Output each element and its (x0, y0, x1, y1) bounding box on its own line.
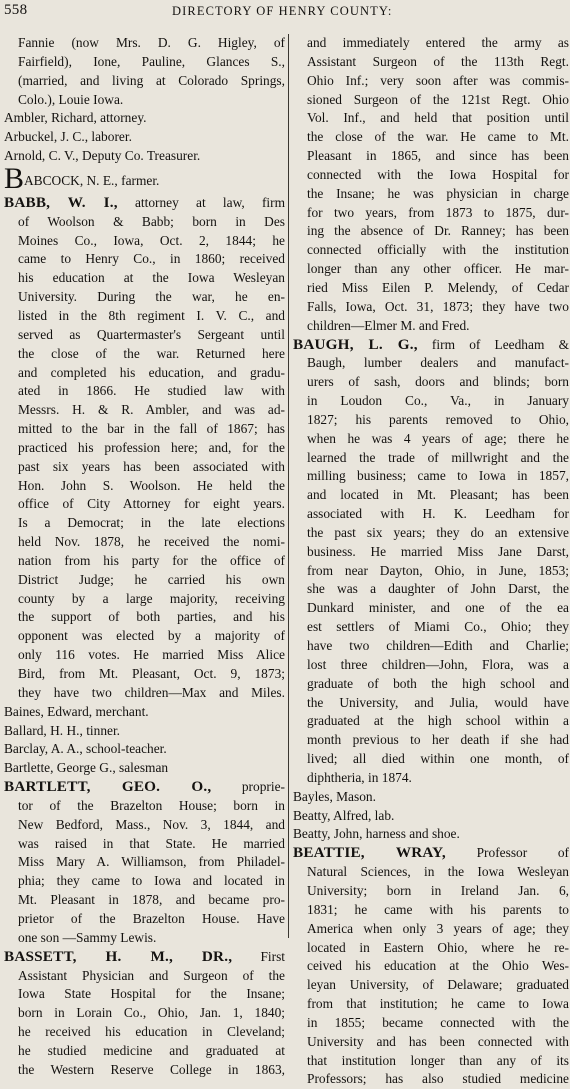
text-line: have two children—Edith and Charlie; (307, 638, 569, 653)
directory-entry: Ballard, H. H., tinner. (4, 722, 121, 738)
text-line: nation from his party for the office of (18, 552, 285, 568)
text-line: University. During the war, he en- (18, 289, 285, 305)
text-line: Assistant Physician and Surgeon of the (18, 967, 285, 983)
text-line: milling business; came to Iowa in 1857, (307, 468, 569, 484)
text-line: served as Quartermaster's Sergeant until (18, 326, 285, 342)
biography-heading (4, 778, 285, 797)
text-line: and located in Mt. Pleasant; has been (307, 487, 569, 503)
text-line: Natural Sciences, in the Iowa Wesleyan (307, 864, 569, 880)
text-line: (married, and living at Colorado Springs, (18, 72, 285, 88)
text-line: opponent was elected by a majority of (18, 628, 285, 644)
text-line: Bird, from Mt. Pleasant, Oct. 9, 1873; (18, 666, 285, 681)
entry-name: BEATTIE, WRAY, (293, 844, 446, 862)
text-line: of Woolson & Babb; born in Des (18, 213, 285, 229)
text-line: Moines Co., Iowa, Oct. 2, 1844; he (18, 232, 285, 248)
text-line: office of City Attorney for eight years. (18, 496, 285, 512)
right-column (293, 34, 569, 1087)
text-line: Messrs. H. & R. Ambler, and was ad- (18, 402, 285, 418)
text-line: ing the absence of Dr. Ranney; has been (307, 223, 569, 239)
text-line: ceived his education at the Ohio Wes- (307, 958, 569, 974)
text-line: when he was 4 years of age; there he (307, 430, 569, 446)
entry-text: ABCOCK, N. E., farmer. (24, 172, 160, 188)
text-line: New Bedford, Mass., Nov. 3, 1844, and (18, 816, 285, 832)
entry-text: firm of Leedham & (417, 336, 569, 352)
text-line: Fannie (now Mrs. D. G. Higley, of (18, 35, 285, 50)
text-line: leyan University, of Delaware; graduated (307, 977, 569, 993)
left-column (4, 34, 286, 1077)
text-line: county by a large majority, receiving (18, 590, 285, 606)
text-line: in 1855; became connected with the (307, 1014, 569, 1030)
text-line: Professors; has also studied medicine (307, 1071, 569, 1087)
text-line: University; born in Ireland Jan. 6, (307, 882, 569, 898)
text-line: phia; they came to Iowa and located in (18, 873, 285, 889)
text-line: month previous to her death if she had (307, 732, 569, 748)
text-line: business. He married Miss Jane Darst, (307, 543, 569, 559)
text-line: held Nov. 1878, he received the nomi- (18, 534, 285, 550)
text-line: the close of the war. Returned here (18, 345, 285, 361)
directory-entry: Ambler, Richard, attorney. (4, 110, 147, 126)
directory-entry: Arbuckel, J. C., laborer. (4, 129, 132, 145)
text-line: District Judge; he carried his own (18, 571, 285, 587)
text-line: children—Elmer M. and Fred. (307, 317, 470, 333)
text-line: America when only 3 years of age; they (307, 920, 569, 936)
entry-text: First (232, 948, 286, 964)
text-line: lived; all died within one month, of (307, 751, 569, 767)
text-line: Mt. Pleasant in 1878, and became pro- (18, 892, 285, 908)
text-line: from that institution; he came to Iowa (307, 996, 569, 1012)
text-line: and completed his education, and gradu- (18, 364, 285, 380)
text-line: the Insane; he was physician in charge (307, 185, 569, 201)
text-line: he studied medicine and graduated at (18, 1042, 285, 1058)
text-line: mitted to the bar in the fall of 1867; has (18, 421, 285, 437)
text-line: located in Eastern Ohio, where he re- (307, 939, 569, 955)
text-line: only 116 votes. He married Miss Alice (18, 647, 285, 663)
biography-heading (293, 844, 569, 863)
text-line: Fairfield), Ione, Pauline, Glances S., (18, 53, 285, 69)
text-line: Hon. John S. Woolson. He held the (18, 477, 285, 493)
entry-name: BASSETT, H. M., DR., (4, 947, 233, 965)
text-line: for two years, from 1873 to 1875, dur- (307, 204, 569, 220)
directory-entry: Beatty, John, harness and shoe. (293, 826, 460, 842)
text-line: learned the trade of millwright and the (307, 449, 569, 465)
text-line: Falls, Iowa, Oct. 31, 1873; they have two (307, 298, 569, 314)
text-line: Assistant Surgeon of the 113th Regt. (307, 53, 569, 69)
text-line: listed in the 8th regiment I. V. C., and (18, 307, 285, 323)
text-line: 1831; he came with his parents to (307, 901, 569, 917)
biography-heading (4, 948, 285, 967)
text-line: they have two children—Max and Miles. (18, 684, 285, 700)
text-line: Ohio Inf.; very soon after was commis- (307, 72, 569, 88)
text-line: lost three children—John, Flora, was a (307, 656, 569, 672)
text-line: est settlers of Miami Co., Ohio; they (307, 619, 569, 635)
text-line: 1827; his parents removed to Ohio, (307, 411, 569, 427)
text-line: Miss Mary A. Williamson, from Philadel- (18, 854, 285, 870)
entry-text: Professor of (445, 845, 569, 861)
text-line: Is a Democrat; in the late elections (18, 515, 285, 531)
text-line: and immediately entered the army as (307, 35, 569, 50)
entry-name: BAUGH, L. G., (293, 335, 418, 353)
text-line: that institution longer than any of its (307, 1052, 569, 1068)
text-line: Baugh, lumber dealers and manufact- (307, 355, 569, 371)
text-line: Vol. Inf., and held that position until (307, 110, 569, 126)
directory-entry: Bayles, Mason. (293, 788, 376, 804)
text-line: ried Miss Eilen P. Melendy, of Cedar (307, 279, 569, 295)
text-line: sioned Surgeon of the 121st Regt. Ohio (307, 91, 569, 107)
text-line: the Western Reserve College in 1863, (18, 1061, 285, 1077)
entry-name: BABB, W. I., (4, 193, 118, 211)
entry-text: proprie- (211, 779, 285, 795)
text-line: Dunkard minister, and one of the ea (307, 600, 569, 616)
text-line: born in Lorain Co., Ohio, Jan. 1, 1840; (18, 1005, 285, 1021)
text-line: University and has been connected with (307, 1033, 569, 1049)
text-line: prietor of the Brazelton House. Have (18, 910, 285, 926)
text-line: came to Henry Co., in 1860; received (18, 251, 285, 267)
text-line: in Loudon Co., Va., in January (307, 393, 569, 409)
directory-entry: Arnold, C. V., Deputy Co. Treasurer. (4, 148, 201, 164)
text-line: the close of the war. He came to Mt. (307, 129, 569, 145)
drop-capital: B (4, 161, 25, 195)
text-line: graduate of both the high school and (307, 675, 569, 691)
text-line: one son —Sammy Lewis. (18, 929, 157, 945)
text-line: his education at the Iowa Wesleyan (18, 270, 285, 286)
column-divider (288, 34, 289, 938)
text-line: she was a daughter of John Darst, the (307, 581, 569, 597)
entry-name: BARTLETT, GEO. O., (4, 778, 212, 796)
text-line: diphtheria, in 1874. (307, 769, 412, 785)
page-header (0, 0, 570, 28)
text-line: from near Dayton, Ohio, in June, 1853; (307, 562, 569, 578)
text-line: tor of the Brazelton House; born in (18, 797, 285, 813)
text-line: Colo.), Louie Iowa. (18, 91, 124, 107)
text-line: connected officially with the institution (307, 242, 569, 258)
text-line: urers of sash, doors and blinds; born (307, 374, 569, 390)
text-line: ated in 1866. He studied law with (18, 383, 285, 399)
directory-entry: Beatty, Alfred, lab. (293, 807, 395, 823)
text-line: the University, and Julia, would have (307, 694, 569, 710)
biography-heading (293, 336, 569, 355)
page-number: 558 (4, 2, 28, 18)
directory-entry (4, 161, 285, 195)
text-line: the past six years; they do an extensive (307, 524, 569, 540)
text-line: longer than any other officer. He mar- (307, 261, 569, 277)
text-line: associated with H. K. Leedham for (307, 506, 569, 522)
running-title: DIRECTORY OF HENRY COUNTY: (172, 4, 393, 18)
text-line: Pleasant in 1865, and since has been (307, 148, 569, 164)
text-line: practiced his profession here; and, for the (18, 439, 285, 455)
text-line: past six years has been associated with (18, 458, 285, 474)
text-line: he received his education in Cleveland; (18, 1024, 285, 1040)
biography-heading (4, 194, 285, 213)
entry-text: attorney at law, firm (117, 194, 286, 210)
text-line: Iowa State Hospital for the Insane; (18, 986, 285, 1002)
text-line: was raised in that State. He married (18, 835, 285, 851)
text-line: graduated at the high school within a (307, 713, 569, 729)
directory-entry: Bartlette, George G., salesman (4, 760, 169, 776)
text-line: connected with the Iowa Hospital for (307, 166, 569, 182)
directory-entry: Baines, Edward, merchant. (4, 703, 149, 719)
directory-entry: Barclay, A. A., school-teacher. (4, 741, 167, 757)
text-line: the support of both parties, and his (18, 609, 285, 625)
